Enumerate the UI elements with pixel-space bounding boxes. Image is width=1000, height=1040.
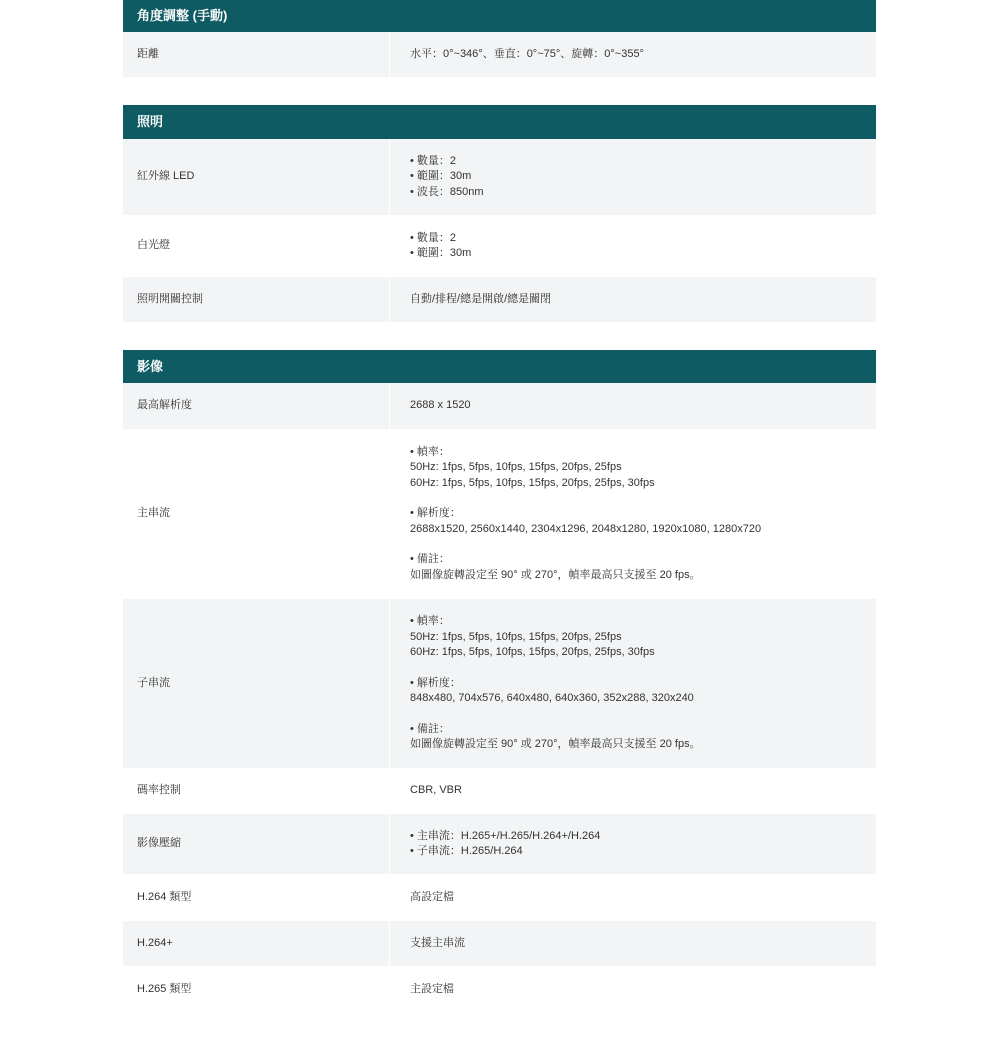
spec-row-light-control xyxy=(123,277,876,323)
spec-value xyxy=(390,216,876,276)
spec-label: 主串流 xyxy=(123,430,390,598)
value-line: 如圖像旋轉設定至 90° 或 270°，幀率最高只支援至 20 fps。 xyxy=(410,738,701,751)
spec-row-video-compression xyxy=(123,814,876,875)
spacer xyxy=(410,491,876,506)
spec-value xyxy=(390,875,876,920)
value-line: • 波長：850nm xyxy=(410,185,484,198)
value-line: CBR, VBR xyxy=(410,784,462,797)
section-header: 照明 xyxy=(123,105,876,139)
value-line: • 幀率： xyxy=(410,445,450,458)
spec-value xyxy=(390,921,876,966)
spec-row-h265-type xyxy=(123,967,876,1013)
value-line: 自動/排程/總是開啟/總是關閉 xyxy=(410,292,552,305)
spec-value xyxy=(390,383,876,429)
value-line: • 主串流：H.265+/H.265/H.264+/H.264 xyxy=(410,829,601,842)
value-line: • 數量：2 xyxy=(410,154,457,167)
spec-value xyxy=(390,967,876,1012)
value-line: 主設定檔 xyxy=(410,982,454,995)
value-line: • 幀率： xyxy=(410,615,450,628)
spec-row-h264-type xyxy=(123,875,876,921)
spec-label: 紅外線 LED xyxy=(123,139,390,215)
value-line: 2688 x 1520 xyxy=(410,399,471,412)
spec-label: 照明開關控制 xyxy=(123,277,390,322)
spec-value xyxy=(390,769,876,813)
section-header: 影像 xyxy=(123,350,876,383)
spec-value xyxy=(390,430,876,598)
section-lighting xyxy=(123,105,876,323)
value-line: 2688x1520, 2560x1440, 2304x1296, 2048x1280, 1920x1080, 1280x720 xyxy=(410,522,762,535)
value-line: 水平：0°~346°、垂直：0°~75°、旋轉：0°~355° xyxy=(410,47,644,60)
value-line: • 範圍：30m xyxy=(410,247,472,259)
value-line: • 數量：2 xyxy=(410,231,457,244)
value-line: 60Hz: 1fps, 5fps, 10fps, 15fps, 20fps, 25fps, 30fps xyxy=(410,646,655,659)
spacer xyxy=(410,661,876,676)
value-line: • 子串流：H.265/H.264 xyxy=(410,845,523,857)
value-line: • 備註： xyxy=(410,722,450,735)
spacer xyxy=(410,537,876,552)
value-line: • 範圍：30m xyxy=(410,170,472,183)
value-line: 848x480, 704x576, 640x480, 640x360, 352x288, 320x240 xyxy=(410,692,694,705)
value-line: • 解析度： xyxy=(410,507,461,520)
section-header: 角度調整 (手動) xyxy=(123,0,876,32)
value-line: • 解析度： xyxy=(410,676,461,689)
spec-table xyxy=(123,0,876,1040)
spec-value xyxy=(390,277,876,322)
spec-label: H.265 類型 xyxy=(123,967,390,1012)
section-angle-adjustment xyxy=(123,0,876,78)
spec-label: 影像壓縮 xyxy=(123,814,390,874)
spec-row-main-stream xyxy=(123,430,876,599)
spec-row-white-light xyxy=(123,216,876,277)
value-line: 50Hz: 1fps, 5fps, 10fps, 15fps, 20fps, 25fps xyxy=(410,461,622,474)
spacer xyxy=(410,707,876,722)
spec-row-max-resolution xyxy=(123,383,876,430)
spec-value xyxy=(390,599,876,768)
spec-label: 距離 xyxy=(123,32,390,77)
section-video xyxy=(123,350,876,1013)
spec-row-h264-plus xyxy=(123,921,876,967)
value-line: 50Hz: 1fps, 5fps, 10fps, 15fps, 20fps, 25fps xyxy=(410,630,622,643)
value-line: 如圖像旋轉設定至 90° 或 270°，幀率最高只支援至 20 fps。 xyxy=(410,568,701,581)
spec-row-bitrate-control xyxy=(123,769,876,814)
spec-row-ir-led xyxy=(123,139,876,216)
value-line: • 備註： xyxy=(410,553,450,566)
spec-value xyxy=(390,32,876,77)
spec-label: 白光燈 xyxy=(123,216,390,276)
spec-value xyxy=(390,139,876,215)
value-line: 60Hz: 1fps, 5fps, 10fps, 15fps, 20fps, 25fps, 30fps xyxy=(410,476,655,489)
value-line: 高設定檔 xyxy=(410,890,454,903)
spec-label: 最高解析度 xyxy=(123,383,390,429)
spec-row-sub-stream xyxy=(123,599,876,769)
spec-value xyxy=(390,814,876,874)
spec-label: H.264 類型 xyxy=(123,875,390,920)
spec-row-distance xyxy=(123,32,876,78)
value-line: 支援主串流 xyxy=(410,936,465,949)
spec-label: 碼率控制 xyxy=(123,769,390,813)
spec-label: H.264+ xyxy=(123,921,390,966)
spec-label: 子串流 xyxy=(123,599,390,768)
